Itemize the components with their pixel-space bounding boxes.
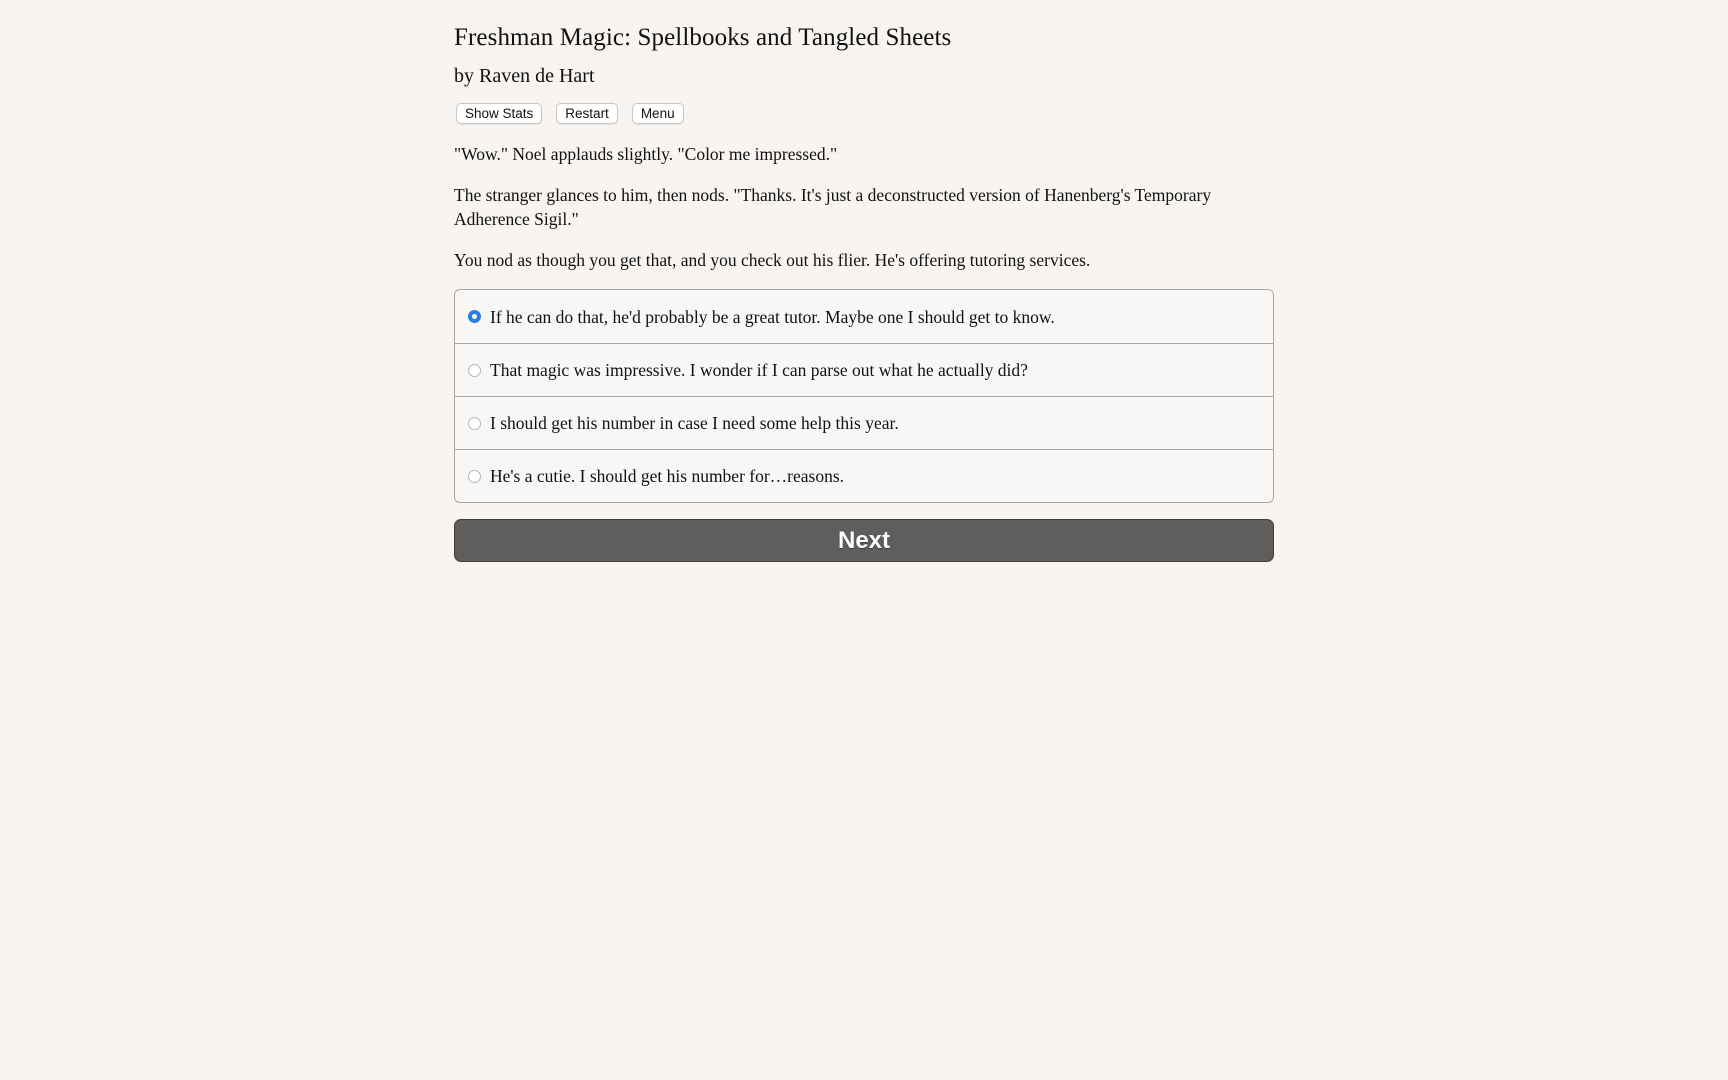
radio-button[interactable] xyxy=(468,364,481,377)
restart-button[interactable]: Restart xyxy=(556,103,618,124)
next-button[interactable]: Next xyxy=(454,519,1274,562)
radio-button-selected[interactable] xyxy=(468,310,481,323)
choice-option[interactable] xyxy=(455,343,1273,396)
choice-label: I should get his number in case I need some help this year. xyxy=(490,413,899,433)
choice-option[interactable] xyxy=(455,290,1273,343)
show-stats-button[interactable]: Show Stats xyxy=(456,103,542,124)
choice-list xyxy=(454,289,1274,503)
choice-label: That magic was impressive. I wonder if I can parse out what he actually did? xyxy=(490,360,1028,380)
choice-option[interactable] xyxy=(455,449,1273,502)
choice-option[interactable] xyxy=(455,396,1273,449)
game-author: by Raven de Hart xyxy=(454,65,595,87)
radio-button[interactable] xyxy=(468,417,481,430)
choice-label: He's a cutie. I should get his number for…reasons. xyxy=(490,466,845,486)
radio-button[interactable] xyxy=(468,470,481,483)
choice-label: If he can do that, he'd probably be a great tutor. Maybe one I should get to know. xyxy=(490,306,1055,327)
game-title: Freshman Magic: Spellbooks and Tangled Sheets xyxy=(454,24,952,51)
menu-button[interactable]: Menu xyxy=(632,103,684,124)
story-paragraph: The stranger glances to him, then nods. "Thanks. It's just a deconstructed version of Hanenberg's Temporary Adherence Sigil." xyxy=(454,185,1212,229)
game-container xyxy=(454,22,1274,562)
story-paragraph: You nod as though you get that, and you check out his flier. He's offering tutoring services. xyxy=(454,250,1091,270)
toolbar xyxy=(454,103,1274,125)
story-paragraph: "Wow." Noel applauds slightly. "Color me impressed." xyxy=(454,144,838,164)
